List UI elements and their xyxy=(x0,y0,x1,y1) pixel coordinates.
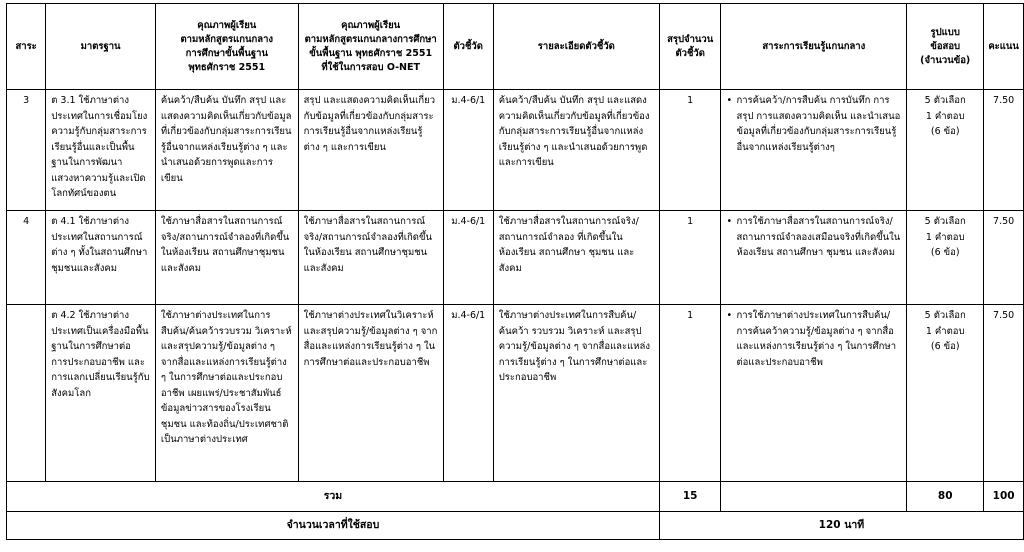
quality-onet-cell: ใช้ภาษาสื่อสารในสถานการณ์จริง/สถานการณ์จำลองที่เกิดขึ้นในห้องเรียน สถานศึกษาชุมชนและสังคม xyxy=(298,211,443,305)
detail-cell: ใช้ภาษาต่างประเทศในการสืบค้น/ค้นคว้า รวบรวม วิเคราะห์ และสรุปความรู้/ข้อมูลต่าง ๆ จากสื่อและแหล่งการเรียนรู้ต่าง ๆ ในการศึกษาต่อและประกอบอาชีพ xyxy=(493,305,659,482)
header-score: คะแนน xyxy=(984,4,1024,90)
detail-cell: ใช้ภาษาสื่อสารในสถานการณ์จริง/สถานการณ์จำลอง ที่เกิดขึ้นในห้องเรียน สถานศึกษา ชุมชน และสังคม xyxy=(493,211,659,305)
total-row xyxy=(7,482,1024,512)
quality-core-cell: ค้นคว้า/สืบค้น บันทึก สรุป และแสดงความคิดเห็นเกี่ยวกับข้อมูลที่เกี่ยวข้องกับกลุ่มสาระการเรียนรู้อื่นจากแหล่งเรียนรู้ต่าง ๆ และนำเสนอด้วยการพูดและการเขียน xyxy=(155,90,298,211)
strand-cell: 3 xyxy=(7,90,46,211)
strand-cell xyxy=(7,305,46,482)
time-label: จำนวนเวลาที่ใช้สอบ xyxy=(7,512,660,540)
header-row xyxy=(7,4,1024,90)
quality-core-cell: ใช้ภาษาต่างประเทศในการสืบค้น/ค้นคว้ารวบรวม วิเคราะห์ และสรุปความรู้/ข้อมูลต่าง ๆ จากสื่อและแหล่งการเรียนรู้ต่าง ๆ ในการศึกษาต่อและประกอบอาชีพ เผยแพร่/ประชาสัมพันธ์ข้อมูลข่าวสารของโรงเรียน ชุมชน และท้องถิ่น/ประเทศชาติ เป็นภาษาต่างประเทศ xyxy=(155,305,298,482)
standard-cell: ต 4.1 ใช้ภาษาต่างประเทศในสถานการณ์ต่าง ๆ ทั้งในสถานศึกษา ชุมชนและสังคม xyxy=(46,211,156,305)
format-cell: 5 ตัวเลือก 1 คำตอบ (6 ข้อ) xyxy=(907,90,984,211)
standard-cell: ต 4.2 ใช้ภาษาต่างประเทศเป็นเครื่องมือพื้นฐานในการศึกษาต่อ การประกอบอาชีพ และการแลกเปลี่ยนเรียนรู้กับสังคมโลก xyxy=(46,305,156,482)
table-row xyxy=(7,211,1024,305)
score-cell: 7.50 xyxy=(984,305,1024,482)
header-detail: รายละเอียดตัวชี้วัด xyxy=(493,4,659,90)
format-cell: 5 ตัวเลือก 1 คำตอบ (6 ข้อ) xyxy=(907,305,984,482)
total-label: รวม xyxy=(7,482,660,512)
score-cell: 7.50 xyxy=(984,90,1024,211)
exam-blueprint-table xyxy=(6,3,1024,540)
core-content-cell xyxy=(721,90,907,211)
total-core-content-empty xyxy=(721,482,907,512)
header-quality-onet: คุณภาพผู้เรียน ตามหลักสูตรแกนกลางการศึกษา ขั้นพื้นฐาน พุทธศักราช 2551 ที่ใช้ในการสอบ O-NET xyxy=(298,4,443,90)
core-content-cell xyxy=(721,211,907,305)
bullet-icon: • xyxy=(726,95,733,106)
core-content-text: การใช้ภาษาต่างประเทศในการสืบค้น/การค้นคว้าความรู้/ข้อมูลต่าง ๆ จากสื่อและแหล่งการเรียนรู้ต่าง ๆ ในการศึกษาต่อและประกอบอาชีพ xyxy=(736,310,897,368)
strand-cell: 4 xyxy=(7,211,46,305)
count-cell: 1 xyxy=(659,211,721,305)
core-content-text: การค้นคว้า/การสืบค้น การบันทึก การสรุป การแสดงความคิดเห็น และนำเสนอข้อมูลที่เกี่ยวข้องกับกลุ่มสาระการเรียนรู้อื่นจากแหล่งเรียนรู้ต่างๆ xyxy=(736,95,901,153)
header-quality-core: คุณภาพผู้เรียน ตามหลักสูตรแกนกลาง การศึกษาขั้นพื้นฐาน พุทธศักราช 2551 xyxy=(155,4,298,90)
bullet-icon: • xyxy=(726,310,733,321)
count-cell: 1 xyxy=(659,90,721,211)
header-count: สรุปจำนวน ตัวชี้วัด xyxy=(659,4,721,90)
detail-cell: ค้นคว้า/สืบค้น บันทึก สรุป และแสดงความคิดเห็นเกี่ยวกับข้อมูลที่เกี่ยวข้องกับกลุ่มสาระการเรียนรู้อื่นจากแหล่งเรียนรู้ต่าง ๆ และนำเสนอด้วยการพูดและการเขียน xyxy=(493,90,659,211)
quality-core-cell: ใช้ภาษาสื่อสารในสถานการณ์จริง/สถานการณ์จำลองที่เกิดขึ้นในห้องเรียน สถานศึกษาชุมชนและสังคม xyxy=(155,211,298,305)
core-content-text: การใช้ภาษาสื่อสารในสถานการณ์จริง/สถานการณ์จำลองเสมือนจริงที่เกิดขึ้นในห้องเรียน สถานศึกษา ชุมชน และสังคม xyxy=(736,216,901,258)
quality-onet-cell: สรุป และแสดงความคิดเห็นเกี่ยวกับข้อมูลที่เกี่ยวข้องกับกลุ่มสาระ การเรียนรู้อื่นจากแหล่งเรียนรู้ต่าง ๆ และการเขียน xyxy=(298,90,443,211)
standard-cell: ต 3.1 ใช้ภาษาต่างประเทศในการเชื่อมโยงความรู้กับกลุ่มสาระการเรียนรู้อื่นและเป็นพื้นฐานในการพัฒนา แสวงหาความรู้และเปิดโลกทัศน์ของตน xyxy=(46,90,156,211)
table-row xyxy=(7,305,1024,482)
header-indicator: ตัวชี้วัด xyxy=(443,4,493,90)
core-content-cell xyxy=(721,305,907,482)
exam-blueprint-sheet xyxy=(6,3,1024,540)
bullet-icon: • xyxy=(726,216,733,227)
indicator-cell: ม.4-6/1 xyxy=(443,305,493,482)
indicator-cell: ม.4-6/1 xyxy=(443,90,493,211)
header-strand: สาระ xyxy=(7,4,46,90)
count-cell: 1 xyxy=(659,305,721,482)
header-standard: มาตรฐาน xyxy=(46,4,156,90)
total-format: 80 xyxy=(907,482,984,512)
total-score: 100 xyxy=(984,482,1024,512)
table-row xyxy=(7,90,1024,211)
header-format: รูปแบบ ข้อสอบ (จำนวนข้อ) xyxy=(907,4,984,90)
quality-onet-cell: ใช้ภาษาต่างประเทศในวิเคราะห์ และสรุปความรู้/ข้อมูลต่าง ๆ จากสื่อและแหล่งการเรียนรู้ต่าง ๆ ในการศึกษาต่อและประกอบอาชีพ xyxy=(298,305,443,482)
header-core-content: สาระการเรียนรู้แกนกลาง xyxy=(721,4,907,90)
format-cell: 5 ตัวเลือก 1 คำตอบ (6 ข้อ) xyxy=(907,211,984,305)
total-count: 15 xyxy=(659,482,721,512)
score-cell: 7.50 xyxy=(984,211,1024,305)
time-value: 120 นาที xyxy=(659,512,1023,540)
indicator-cell: ม.4-6/1 xyxy=(443,211,493,305)
time-row xyxy=(7,512,1024,540)
